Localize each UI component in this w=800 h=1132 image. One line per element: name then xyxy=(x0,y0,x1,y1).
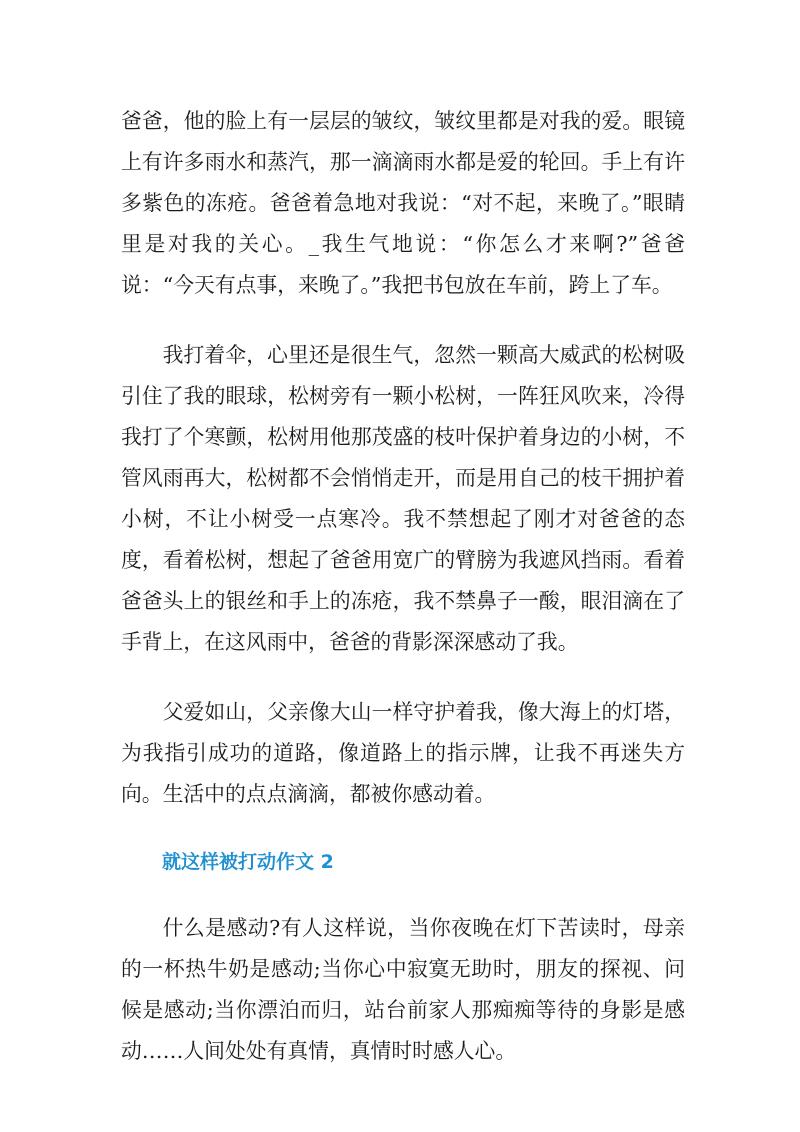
document-page xyxy=(121,101,685,1101)
paragraph-pine-tree: 我打着伞，心里还是很生气，忽然一颗高大威武的松树吸引住了我的眼球，松树旁有一颗小松树，一阵狂风吹来，冷得我打了个寒颤，松树用他那茂盛的枝叶保护着身边的小树，不管风雨再大，松树都不会悄悄走开，而是用自己的枝干拥护着小树，不让小树受一点寒冷。我不禁想起了刚才对爸爸的态度，看着松树，想起了爸爸用宽广的臂膀为我遮风挡雨。看着爸爸头上的银丝和手上的冻疮，我不禁鼻子一酸，眼泪滴在了手背上，在这风雨中，爸爸的背影深深感动了我。 xyxy=(121,343,685,654)
paragraph-what-is-moving: 什么是感动?有人这样说，当你夜晚在灯下苦读时，母亲的一杯热牛奶是感动;当你心中寂寞无助时，朋友的探视、问候是感动;当你漂泊而归，站台前家人那痴痴等待的身影是感动……人间处处有真情，真情时时感人心。 xyxy=(121,916,685,1063)
section-heading: 就这样被打动作文 2 xyxy=(162,851,334,873)
paragraph-fatherly-love: 父爱如山，父亲像大山一样守护着我，像大海上的灯塔，为我指引成功的道路，像道路上的指示牌，让我不再迷失方向。生活中的点点滴滴，都被你感动着。 xyxy=(121,700,685,806)
paragraph-father-rain: 爸爸，他的脸上有一层层的皱纹，皱纹里都是对我的爱。眼镜上有许多雨水和蒸汽，那一滴滴雨水都是爱的轮回。手上有许多紫色的冻疮。爸爸着急地对我说：“对不起，来晚了。”眼睛里是对我的关心。_我生气地说：“你怎么才来啊?”爸爸说：“今天有点事，来晚了。”我把书包放在车前，跨上了车。 xyxy=(121,109,685,297)
